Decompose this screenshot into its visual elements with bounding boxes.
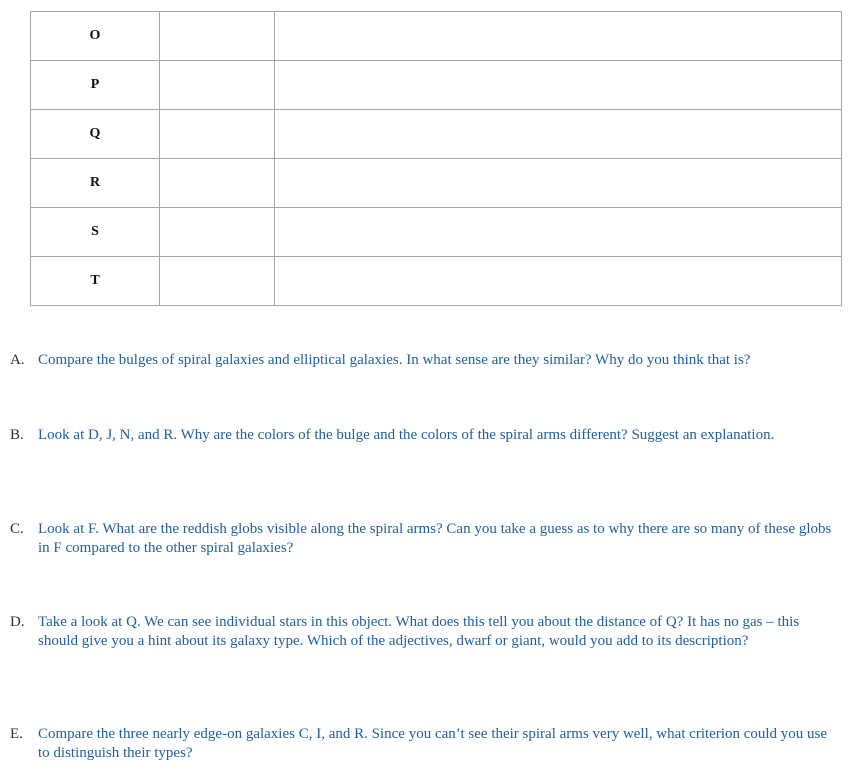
question-text: Look at F. What are the reddish globs visible along the spiral arms? Can you take a guess as to why there are so many of these globs in F compared to the other spiral galaxies? (38, 521, 832, 556)
row-letter-cell: R (31, 159, 160, 208)
question-e (10, 725, 840, 763)
row-letter-cell: O (31, 12, 160, 61)
answer-cell[interactable] (160, 61, 275, 110)
question-text: Take a look at Q. We can see individual stars in this object. What does this tell you about the distance of Q? It has no gas – this should give you a hint about its galaxy type. Which of the adjectives, dwarf or giant, would you add to its description? (38, 614, 800, 649)
row-letter-cell: Q (31, 110, 160, 159)
question-text: Compare the three nearly edge-on galaxies C, I, and R. Since you can’t see their spiral arms very well, what criterion could you use to distinguish their types? (38, 726, 828, 761)
answer-cell[interactable] (160, 12, 275, 61)
question-label: C. (10, 521, 24, 537)
answer-cell[interactable] (160, 110, 275, 159)
table-row (31, 208, 842, 257)
table-row (31, 110, 842, 159)
notes-cell[interactable] (275, 257, 842, 306)
table-row (31, 159, 842, 208)
question-label: D. (10, 614, 25, 630)
row-letter-cell: T (31, 257, 160, 306)
notes-cell[interactable] (275, 110, 842, 159)
question-b (10, 426, 840, 445)
table-row (31, 12, 842, 61)
question-label: B. (10, 427, 24, 443)
question-label: A. (10, 352, 25, 368)
question-label: E. (10, 726, 23, 742)
row-letter-cell: P (31, 61, 160, 110)
table-row (31, 61, 842, 110)
question-text: Compare the bulges of spiral galaxies and elliptical galaxies. In what sense are they similar? Why do you think that is? (38, 352, 751, 368)
row-letter-cell: S (31, 208, 160, 257)
answer-cell[interactable] (160, 208, 275, 257)
question-a (10, 351, 840, 370)
notes-cell[interactable] (275, 12, 842, 61)
notes-cell[interactable] (275, 61, 842, 110)
question-text: Look at D, J, N, and R. Why are the colors of the bulge and the colors of the spiral arms different? Suggest an explanation. (38, 427, 775, 443)
galaxy-table (30, 11, 842, 306)
table-row (31, 257, 842, 306)
notes-cell[interactable] (275, 208, 842, 257)
question-d (10, 613, 840, 651)
question-c (10, 520, 840, 558)
notes-cell[interactable] (275, 159, 842, 208)
answer-cell[interactable] (160, 257, 275, 306)
answer-cell[interactable] (160, 159, 275, 208)
